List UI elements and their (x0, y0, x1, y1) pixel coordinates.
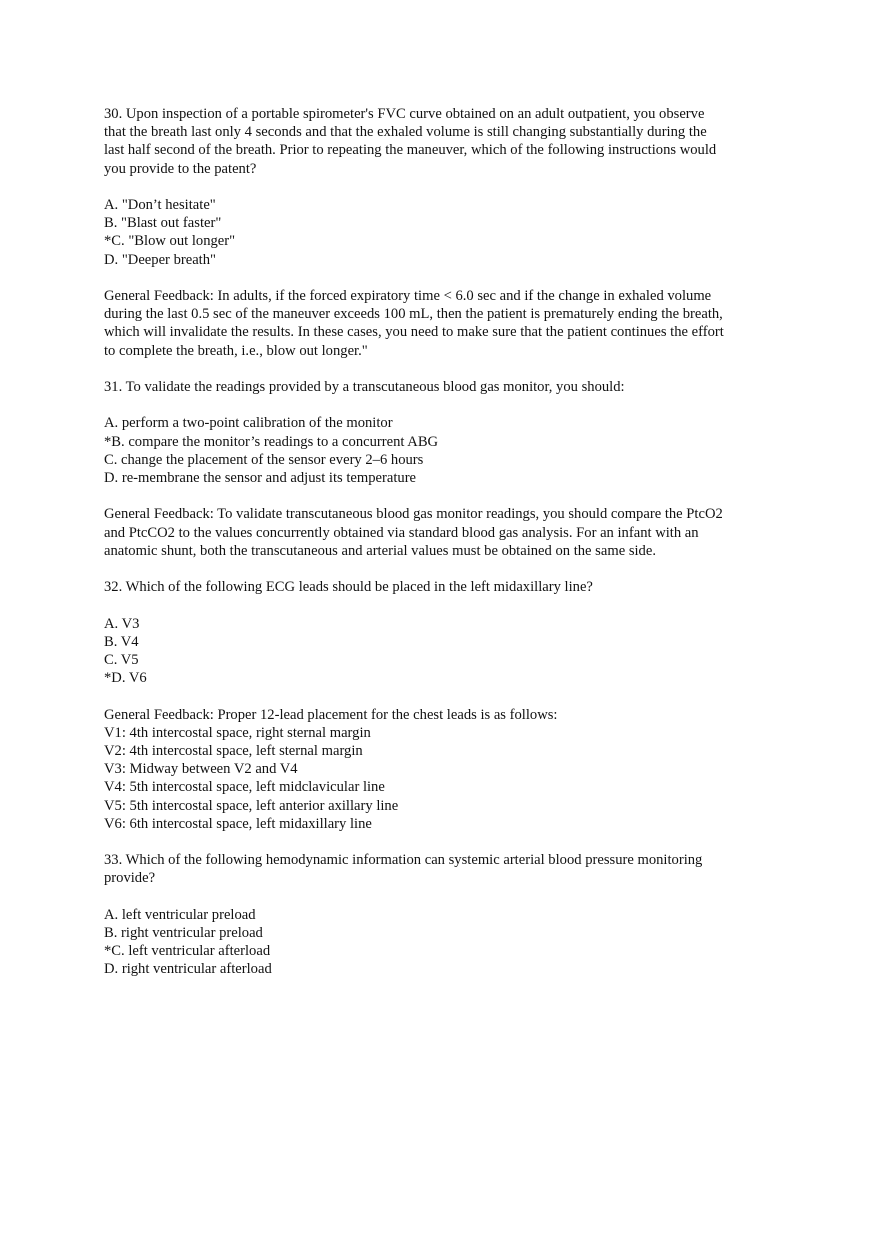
question-30-stem (104, 105, 784, 178)
question-32-feedback (104, 706, 784, 833)
answer-option: B. right ventricular preload (104, 924, 263, 941)
question-30-feedback (104, 287, 784, 360)
question-33-stem (104, 851, 784, 887)
question-33-options (104, 906, 784, 979)
answer-option: D. "Deeper breath" (104, 251, 216, 268)
spacer (104, 687, 784, 705)
question-32-stem (104, 578, 784, 596)
question-32-options (104, 615, 784, 688)
question-stem-line: last half second of the breath. Prior to repeating the maneuver, which of the following instructions would (104, 142, 717, 159)
feedback-line: General Feedback: To validate transcutaneous blood gas monitor readings, you should compare the PtcO2 (104, 506, 723, 523)
spacer (104, 833, 784, 851)
spacer (104, 560, 784, 578)
question-stem-line: provide? (104, 870, 156, 887)
feedback-line: V2: 4th intercostal space, left sternal margin (104, 742, 363, 759)
question-stem-line: 31. To validate the readings provided by a transcutaneous blood gas monitor, you should: (104, 379, 625, 395)
spacer (104, 487, 784, 505)
feedback-line: General Feedback: Proper 12-lead placement for the chest leads is as follows: (104, 706, 558, 723)
answer-option: C. change the placement of the sensor every 2–6 hours (104, 451, 424, 468)
feedback-line: and PtcCO2 to the values concurrently obtained via standard blood gas analysis. For an infant with an (104, 524, 699, 541)
feedback-line: anatomic shunt, both the transcutaneous and arterial values must be obtained on the same side. (104, 542, 656, 559)
question-31-stem (104, 378, 784, 396)
feedback-line: General Feedback: In adults, if the forced expiratory time < 6.0 sec and if the change in exhaled volume (104, 288, 712, 304)
question-stem-line: 32. Which of the following ECG leads should be placed in the left midaxillary line? (104, 579, 593, 596)
answer-option: A. V3 (104, 615, 140, 632)
question-stem-line: you provide to the patent? (104, 160, 257, 177)
feedback-line: V4: 5th intercostal space, left midclavicular line (104, 779, 385, 796)
answer-option: B. "Blast out faster" (104, 215, 222, 232)
feedback-line: V5: 5th intercostal space, left anterior axillary line (104, 797, 399, 814)
feedback-line: during the last 0.5 sec of the maneuver exceeds 100 mL, then the patient is prematurely ending the breath, (104, 306, 723, 323)
answer-option: A. perform a two-point calibration of the monitor (104, 415, 393, 432)
answer-option-correct: *C. "Blow out longer" (104, 233, 236, 250)
question-30-options (104, 196, 784, 269)
answer-option-correct: *D. V6 (104, 670, 147, 687)
answer-option: D. re-membrane the sensor and adjust its temperature (104, 470, 417, 486)
feedback-line: V3: Midway between V2 and V4 (104, 761, 298, 778)
answer-option: C. V5 (104, 651, 139, 668)
spacer (104, 396, 784, 414)
question-31-options (104, 414, 784, 487)
question-stem-line: 33. Which of the following hemodynamic information can systemic arterial blood pressure monitoring (104, 852, 703, 869)
question-stem-line: 30. Upon inspection of a portable spirometer's FVC curve obtained on an adult outpatient, you observe (104, 106, 705, 122)
spacer (104, 360, 784, 378)
feedback-line: V1: 4th intercostal space, right sternal margin (104, 724, 371, 741)
answer-option: B. V4 (104, 633, 139, 650)
feedback-line: to complete the breath, i.e., blow out longer." (104, 342, 368, 359)
answer-option: A. left ventricular preload (104, 906, 256, 923)
spacer (104, 178, 784, 196)
spacer (104, 596, 784, 614)
feedback-line: which will invalidate the results. In these cases, you need to make sure that the patient continues the effort (104, 324, 724, 341)
answer-option-correct: *C. left ventricular afterload (104, 943, 271, 960)
question-31-feedback (104, 505, 784, 560)
answer-option: A. "Don’t hesitate" (104, 197, 216, 213)
answer-option: D. right ventricular afterload (104, 961, 272, 978)
answer-option-correct: *B. compare the monitor’s readings to a concurrent ABG (104, 433, 439, 450)
question-stem-line: that the breath last only 4 seconds and that the exhaled volume is still changing substantially during the (104, 124, 707, 141)
spacer (104, 269, 784, 287)
document-content (104, 105, 784, 979)
spacer (104, 888, 784, 906)
feedback-line: V6: 6th intercostal space, left midaxillary line (104, 815, 372, 832)
